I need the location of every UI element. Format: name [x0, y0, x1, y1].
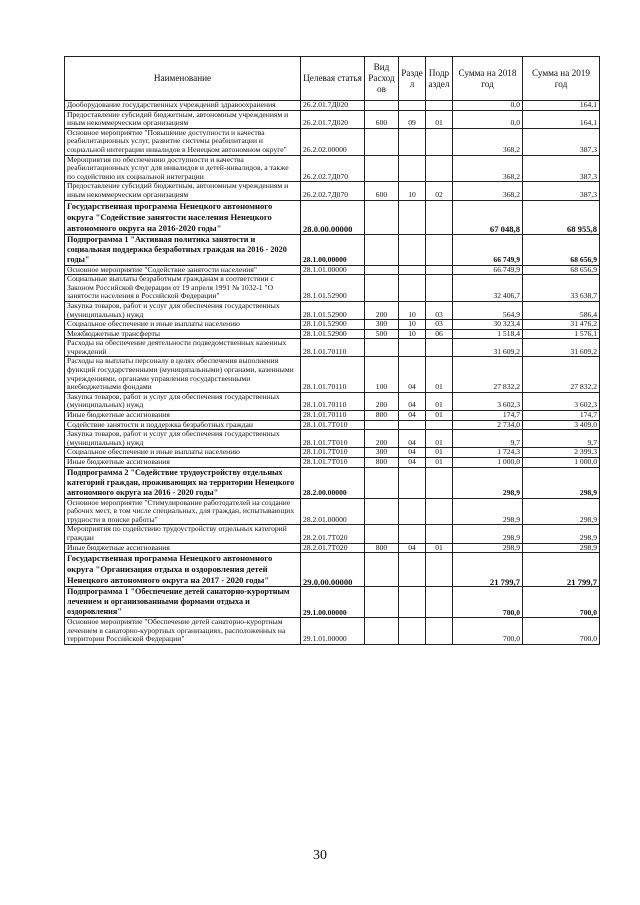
row-section	[399, 498, 426, 525]
row-expense-type: 300	[365, 448, 399, 458]
row-sum-2019: 586,4	[523, 301, 600, 319]
row-sum-2019: 387,3	[523, 155, 600, 182]
row-subsection	[426, 587, 453, 618]
row-sum-2019: 164,1	[523, 101, 600, 111]
row-sum-2018: 368,2	[453, 182, 523, 200]
row-sum-2019: 700,0	[523, 587, 600, 618]
row-sum-2018: 298,9	[453, 498, 523, 525]
row-sum-2019: 68 656,9	[523, 265, 600, 275]
row-target-code: 28.1.01.7Т010	[301, 448, 365, 458]
row-name: Подпрограмма 2 "Содействие трудоустройству отдельных категорий граждан, проживающих на территории Ненецкого автономного округа на 2016 - 2020 годы"	[65, 467, 301, 498]
row-sum-2018: 66 749,9	[453, 265, 523, 275]
row-section: 04	[399, 392, 426, 410]
row-sum-2019: 298,9	[523, 525, 600, 543]
row-sum-2018: 31 609,2	[453, 339, 523, 357]
row-sum-2019: 700,0	[523, 618, 600, 645]
row-sum-2019: 174,7	[523, 411, 600, 421]
row-sum-2019: 68 955,8	[523, 200, 600, 234]
row-name: Подпрограмма 1 "Обеспечение детей санаторно-курортным лечением и организованными формами отдыха и оздоровления"	[65, 587, 301, 618]
row-target-code: 28.1.01.52900	[301, 329, 365, 339]
row-subsection: 01	[426, 411, 453, 421]
table-row	[65, 101, 600, 111]
row-section: 10	[399, 182, 426, 200]
row-name: Расходы на обеспечение деятельности подведомственных казенных учреждений	[65, 339, 301, 357]
row-expense-type: 600	[365, 182, 399, 200]
row-target-code: 26.2.01.7Д020	[301, 110, 365, 128]
row-sum-2018: 3 602,3	[453, 392, 523, 410]
row-name: Основное мероприятие "Стимулирование работодателей на создание рабочих мест, в том числе специальных, для граждан, испытывающих трудности в поиске работы"	[65, 498, 301, 525]
row-section	[399, 155, 426, 182]
row-expense-type: 500	[365, 329, 399, 339]
row-subsection	[426, 420, 453, 430]
row-section	[399, 553, 426, 587]
row-target-code: 28.1.01.7Т010	[301, 458, 365, 468]
row-sum-2018: 9,7	[453, 430, 523, 448]
table-row	[65, 618, 600, 645]
row-subsection: 02	[426, 182, 453, 200]
row-expense-type	[365, 467, 399, 498]
row-section: 10	[399, 320, 426, 330]
row-name: Мероприятия по содействию трудоустройству отдельных категорий граждан	[65, 525, 301, 543]
row-subsection	[426, 128, 453, 155]
row-expense-type: 800	[365, 411, 399, 421]
row-expense-type	[365, 498, 399, 525]
row-sum-2019: 27 832,2	[523, 357, 600, 392]
header-target: Целевая статья	[301, 57, 365, 101]
row-target-code: 28.1.01.70110	[301, 357, 365, 392]
row-name: Межбюджетные трансферты	[65, 329, 301, 339]
row-sum-2018: 1 000,0	[453, 458, 523, 468]
row-sum-2018: 1 724,3	[453, 448, 523, 458]
table-row	[65, 275, 600, 302]
row-name: Дооборудование государственных учреждений здравоохранения	[65, 101, 301, 111]
row-target-code: 26.2.02.7Д070	[301, 182, 365, 200]
row-expense-type	[365, 618, 399, 645]
row-target-code: 29.0.00.00000	[301, 553, 365, 587]
row-subsection	[426, 101, 453, 111]
table-row	[65, 411, 600, 421]
row-section	[399, 101, 426, 111]
row-target-code: 26.2.01.7Д020	[301, 101, 365, 111]
row-section	[399, 525, 426, 543]
row-expense-type: 800	[365, 458, 399, 468]
row-section: 04	[399, 411, 426, 421]
row-section	[399, 275, 426, 302]
row-sum-2019: 1 000,0	[523, 458, 600, 468]
row-section: 04	[399, 543, 426, 553]
row-expense-type	[365, 420, 399, 430]
row-sum-2018: 30 323,4	[453, 320, 523, 330]
row-target-code: 28.1.01.7Т010	[301, 430, 365, 448]
header-section: Разде л	[399, 57, 426, 101]
row-sum-2019: 387,3	[523, 128, 600, 155]
row-section: 09	[399, 110, 426, 128]
row-sum-2019: 2 399,3	[523, 448, 600, 458]
row-expense-type: 300	[365, 320, 399, 330]
row-expense-type: 200	[365, 301, 399, 319]
row-sum-2018: 368,2	[453, 155, 523, 182]
table-row	[65, 301, 600, 319]
row-subsection: 01	[426, 357, 453, 392]
row-subsection: 06	[426, 329, 453, 339]
table-row	[65, 392, 600, 410]
row-target-code: 28.1.01.70110	[301, 411, 365, 421]
row-subsection: 01	[426, 430, 453, 448]
row-sum-2018: 700,0	[453, 587, 523, 618]
row-sum-2019: 298,9	[523, 467, 600, 498]
table-row	[65, 467, 600, 498]
table-row	[65, 498, 600, 525]
row-target-code: 28.1.01.7Т010	[301, 420, 365, 430]
row-name: Основное мероприятие "Повышение доступности и качества реабилитационных услуг, развитие системы реабилитации и социальной интеграции инвалидов в Ненецком автономном округе"	[65, 128, 301, 155]
row-section	[399, 467, 426, 498]
row-sum-2019: 33 638,7	[523, 275, 600, 302]
row-target-code: 29.1.01.00000	[301, 618, 365, 645]
table-row	[65, 182, 600, 200]
row-section	[399, 420, 426, 430]
header-sum-2019: Сумма на 2019 год	[523, 57, 600, 101]
table-row	[65, 265, 600, 275]
row-expense-type: 200	[365, 430, 399, 448]
row-subsection: 01	[426, 110, 453, 128]
row-sum-2018: 298,9	[453, 525, 523, 543]
table-row	[65, 420, 600, 430]
row-name: Социальное обеспечение и иные выплаты населению	[65, 448, 301, 458]
row-sum-2019: 3 409,0	[523, 420, 600, 430]
row-name: Расходы на выплаты персоналу в целях обеспечения выполнения функций государственными (муниципальными) органами, казенными учреждениями, органами управления государственными внебюджетными фондами	[65, 357, 301, 392]
row-expense-type	[365, 339, 399, 357]
row-sum-2018: 298,9	[453, 543, 523, 553]
row-subsection	[426, 155, 453, 182]
row-sum-2018: 298,9	[453, 467, 523, 498]
row-section: 04	[399, 448, 426, 458]
row-target-code: 28.0.00.00000	[301, 200, 365, 234]
row-expense-type	[365, 525, 399, 543]
row-sum-2018: 0,0	[453, 101, 523, 111]
row-target-code: 26.2.02.00000	[301, 128, 365, 155]
row-subsection: 01	[426, 458, 453, 468]
row-target-code: 28.1.01.52900	[301, 275, 365, 302]
row-sum-2019: 9,7	[523, 430, 600, 448]
table-row	[65, 339, 600, 357]
row-name: Предоставление субсидий бюджетным, автономным учреждениям и иным некоммерческим организациям	[65, 182, 301, 200]
row-sum-2019: 387,3	[523, 182, 600, 200]
row-section	[399, 587, 426, 618]
row-subsection	[426, 265, 453, 275]
row-name: Предоставление субсидий бюджетным, автономным учреждениям и иным некоммерческим организациям	[65, 110, 301, 128]
row-target-code: 28.1.01.00000	[301, 265, 365, 275]
row-name: Иные бюджетные ассигнования	[65, 543, 301, 553]
row-subsection	[426, 234, 453, 265]
row-target-code: 28.1.01.52900	[301, 301, 365, 319]
header-row	[65, 57, 600, 101]
page-number: 30	[313, 848, 327, 863]
header-name: Наименование	[65, 57, 301, 101]
row-sum-2018: 368,2	[453, 128, 523, 155]
row-expense-type	[365, 265, 399, 275]
row-name: Социальные выплаты безработным гражданам в соответствии с Законом Российской Федерации от 19 апреля 1991 № 1032-1 "О занятости населения в Российской Федерации"	[65, 275, 301, 302]
row-name: Социальное обеспечение и иные выплаты населению	[65, 320, 301, 330]
row-expense-type: 100	[365, 357, 399, 392]
row-sum-2018: 700,0	[453, 618, 523, 645]
row-sum-2019: 31 476,2	[523, 320, 600, 330]
row-subsection: 01	[426, 392, 453, 410]
row-subsection: 03	[426, 301, 453, 319]
row-subsection: 03	[426, 320, 453, 330]
row-subsection	[426, 618, 453, 645]
row-sum-2019: 298,9	[523, 498, 600, 525]
row-target-code: 26.2.02.7Д070	[301, 155, 365, 182]
table-row	[65, 553, 600, 587]
budget-table	[64, 56, 600, 645]
row-name: Иные бюджетные ассигнования	[65, 458, 301, 468]
row-target-code: 28.2.00.00000	[301, 467, 365, 498]
row-section	[399, 200, 426, 234]
table-row	[65, 234, 600, 265]
row-target-code: 28.1.00.00000	[301, 234, 365, 265]
header-expense-type: Вид Расход ов	[365, 57, 399, 101]
row-sum-2019: 68 656,9	[523, 234, 600, 265]
row-subsection	[426, 275, 453, 302]
row-expense-type: 200	[365, 392, 399, 410]
row-section: 10	[399, 301, 426, 319]
row-expense-type	[365, 587, 399, 618]
row-expense-type	[365, 200, 399, 234]
row-name: Основное мероприятие "Обеспечение детей санаторно-курортным лечением в санаторно-курортных организациях, расположенных на территории Российской Федерации"	[65, 618, 301, 645]
header-sum-2018: Сумма на 2018 год	[453, 57, 523, 101]
row-subsection	[426, 339, 453, 357]
header-subsection: Подр аздел	[426, 57, 453, 101]
row-sum-2018: 0,0	[453, 110, 523, 128]
row-sum-2019: 31 609,2	[523, 339, 600, 357]
table-row	[65, 430, 600, 448]
table-row	[65, 543, 600, 553]
row-sum-2019: 164,1	[523, 110, 600, 128]
row-name: Закупка товаров, работ и услуг для обеспечения государственных (муниципальных) нужд	[65, 430, 301, 448]
row-name: Закупка товаров, работ и услуг для обеспечения государственных (муниципальных) нужд	[65, 392, 301, 410]
row-sum-2018: 32 406,7	[453, 275, 523, 302]
row-sum-2018: 174,7	[453, 411, 523, 421]
row-expense-type	[365, 128, 399, 155]
row-expense-type	[365, 101, 399, 111]
row-section: 04	[399, 430, 426, 448]
row-section: 04	[399, 458, 426, 468]
row-sum-2018: 564,9	[453, 301, 523, 319]
table-row	[65, 128, 600, 155]
table-row	[65, 458, 600, 468]
row-target-code: 28.2.01.00000	[301, 498, 365, 525]
row-section	[399, 234, 426, 265]
row-subsection: 01	[426, 543, 453, 553]
row-subsection	[426, 467, 453, 498]
row-name: Основное мероприятие "Содействие занятости населения"	[65, 265, 301, 275]
row-name: Мероприятия по обеспечению доступности и качества реабилитационных услуг для инвалидов и детей-инвалидов, а также по содействию их социальной интеграции	[65, 155, 301, 182]
row-sum-2019: 21 799,7	[523, 553, 600, 587]
row-name: Иные бюджетные ассигнования	[65, 411, 301, 421]
row-section	[399, 265, 426, 275]
table-row	[65, 200, 600, 234]
row-name: Закупка товаров, работ и услуг для обеспечения государственных (муниципальных) нужд	[65, 301, 301, 319]
row-subsection	[426, 553, 453, 587]
row-sum-2019: 298,9	[523, 543, 600, 553]
table-row	[65, 587, 600, 618]
row-expense-type: 600	[365, 110, 399, 128]
row-section	[399, 339, 426, 357]
row-section	[399, 128, 426, 155]
row-target-code: 29.1.00.00000	[301, 587, 365, 618]
table-row	[65, 155, 600, 182]
row-expense-type: 800	[365, 543, 399, 553]
row-sum-2018: 27 832,2	[453, 357, 523, 392]
row-target-code: 28.1.01.70110	[301, 392, 365, 410]
row-name: Государственная программа Ненецкого автономного округа "Содействие занятости населения Ненецкого автономного округа на 2016-2020 годы"	[65, 200, 301, 234]
row-sum-2019: 1 576,1	[523, 329, 600, 339]
row-section	[399, 618, 426, 645]
row-subsection: 01	[426, 448, 453, 458]
table-row	[65, 110, 600, 128]
row-name: Подпрограмма 1 "Активная политика занятости и социальная поддержка безработных граждан на 2016 - 2020 годы"	[65, 234, 301, 265]
table-row	[65, 525, 600, 543]
row-expense-type	[365, 234, 399, 265]
table-row	[65, 448, 600, 458]
row-section: 10	[399, 329, 426, 339]
row-expense-type	[365, 553, 399, 587]
row-expense-type	[365, 275, 399, 302]
row-target-code: 28.2.01.7Т020	[301, 525, 365, 543]
row-subsection	[426, 498, 453, 525]
table-row	[65, 357, 600, 392]
row-subsection	[426, 200, 453, 234]
row-section: 04	[399, 357, 426, 392]
row-sum-2018: 21 799,7	[453, 553, 523, 587]
row-sum-2018: 66 749,9	[453, 234, 523, 265]
table-row	[65, 320, 600, 330]
row-sum-2018: 2 734,0	[453, 420, 523, 430]
row-sum-2018: 1 518,4	[453, 329, 523, 339]
row-target-code: 28.1.01.70110	[301, 339, 365, 357]
row-sum-2018: 67 048,8	[453, 200, 523, 234]
row-subsection	[426, 525, 453, 543]
row-sum-2019: 3 602,3	[523, 392, 600, 410]
row-name: Государственная программа Ненецкого автономного округа "Организация отдыха и оздоровления детей Ненецкого автономного округа на 2017 - 2020 годы"	[65, 553, 301, 587]
row-name: Содействие занятости и поддержка безработных граждан	[65, 420, 301, 430]
table-row	[65, 329, 600, 339]
row-target-code: 28.1.01.52900	[301, 320, 365, 330]
row-target-code: 28.2.01.7Т020	[301, 543, 365, 553]
row-expense-type	[365, 155, 399, 182]
